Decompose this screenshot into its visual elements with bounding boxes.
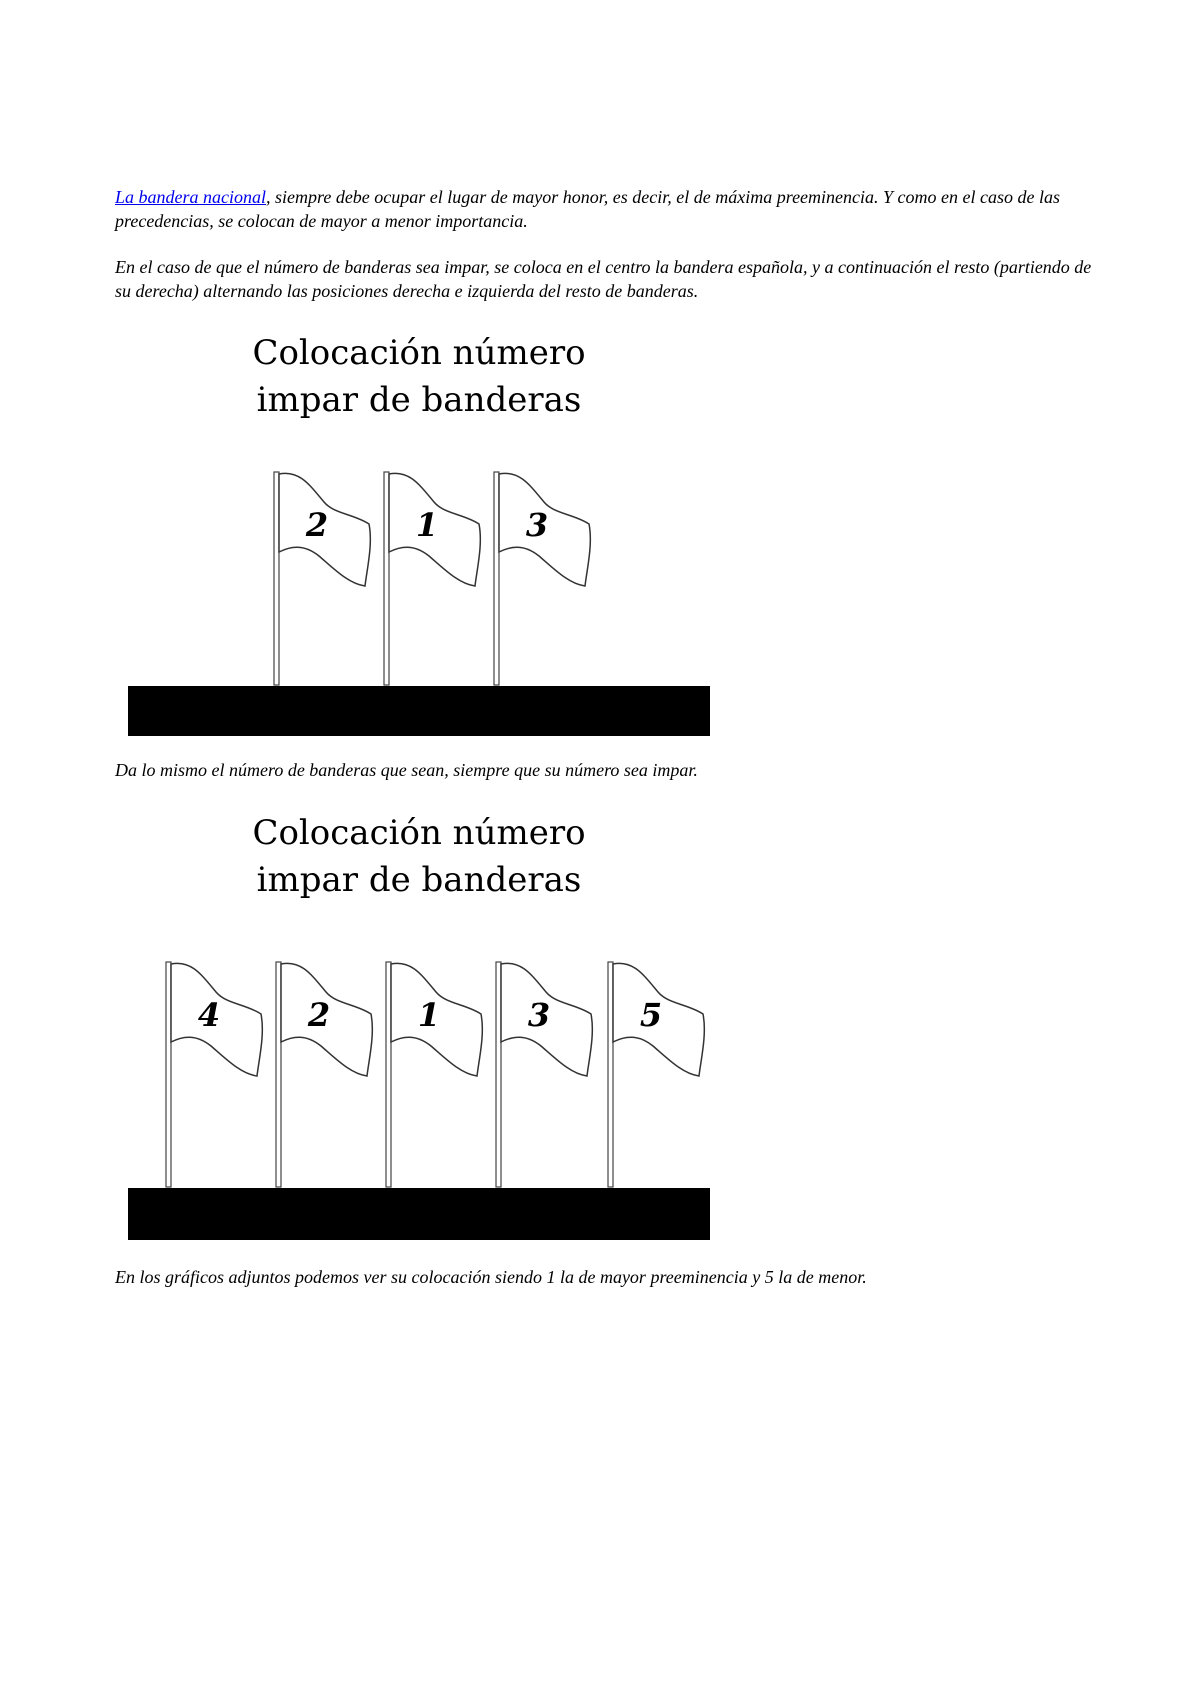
- base-platform: [128, 1188, 710, 1240]
- flag-5: [608, 962, 704, 1187]
- flag-number: 2: [307, 996, 331, 1034]
- odd-flags-paragraph: En el caso de que el número de banderas sea impar, se coloca en el centro la bandera española, y a continuación el resto (partiendo de su derecha) alternando las posiciones derecha e izquierda del resto de banderas.: [115, 257, 1092, 301]
- bandera-nacional-link[interactable]: La bandera nacional: [115, 187, 266, 207]
- figure-title-line1: Colocación número: [252, 333, 586, 373]
- flag-3: [494, 472, 590, 685]
- flag-3: [496, 962, 592, 1187]
- flag-number: 1: [415, 506, 439, 544]
- flag-number: 2: [305, 506, 329, 544]
- flags-illustration: [128, 330, 710, 736]
- intro-paragraph: [115, 185, 1095, 233]
- flag-number: 3: [527, 996, 551, 1034]
- graphics-explanation-paragraph: En los gráficos adjuntos podemos ver su colocación siendo 1 la de mayor preeminencia y 5 la de menor.: [115, 1267, 867, 1287]
- flag-number: 4: [197, 996, 221, 1034]
- flag-1: [384, 472, 480, 685]
- flag-number: 3: [525, 506, 549, 544]
- figure-odd-three-flags: [128, 330, 710, 736]
- flag-1: [386, 962, 482, 1187]
- figure-title-line1: Colocación número: [252, 813, 586, 853]
- flag-2: [274, 472, 370, 685]
- flag-2: [276, 962, 372, 1187]
- base-platform: [128, 686, 710, 736]
- any-odd-number-paragraph: Da lo mismo el número de banderas que sean, siempre que su número sea impar.: [115, 760, 698, 780]
- flags-illustration: [128, 810, 710, 1240]
- flag-number: 5: [639, 996, 663, 1034]
- figure-odd-five-flags: [128, 810, 710, 1240]
- figure-title-line2: impar de banderas: [256, 380, 582, 420]
- figure-title-line2: impar de banderas: [256, 860, 582, 900]
- flag-4: [166, 962, 262, 1187]
- intro-text: , siempre debe ocupar el lugar de mayor honor, es decir, el de máxima preeminencia. Y como en el caso de las precedencias, se colocan de mayor a menor importancia.: [115, 187, 1060, 231]
- flag-number: 1: [417, 996, 441, 1034]
